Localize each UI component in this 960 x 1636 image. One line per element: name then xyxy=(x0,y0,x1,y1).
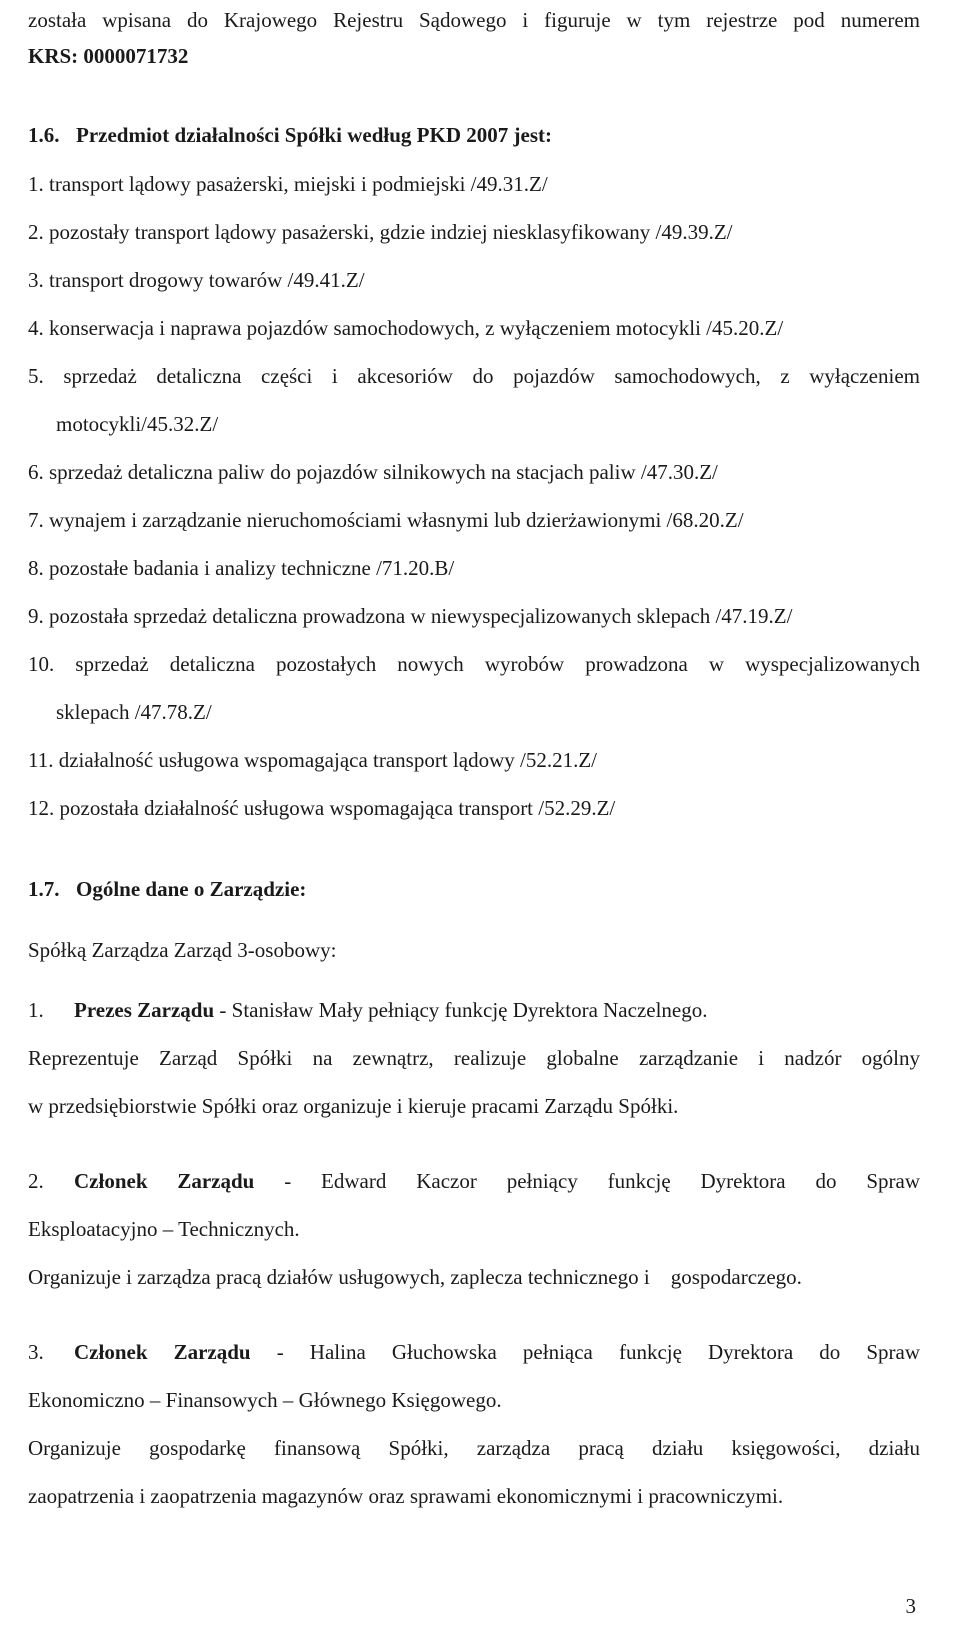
member-number: 3. xyxy=(28,1340,44,1364)
member-duty-line: Organizuje i zarządza pracą działów usługowych, zaplecza technicznego i gospodarczego. xyxy=(28,1265,802,1289)
member-desc: - Edward Kaczor pełniący funkcję Dyrektora do Spraw xyxy=(254,1169,920,1193)
section-number: 1.7. xyxy=(28,877,60,901)
member-duty-line: Reprezentuje Zarząd Spółki na zewnątrz, realizuje globalne zarządzanie i nadzór ogólny xyxy=(28,1046,920,1070)
section-title: Ogólne dane o Zarządzie: xyxy=(76,877,307,901)
pkd-item-continuation: sklepach /47.78.Z/ xyxy=(56,700,212,724)
pkd-item: 2. pozostały transport lądowy pasażerski, gdzie indziej niesklasyfikowany /49.39.Z/ xyxy=(28,220,733,244)
member-number: 1. xyxy=(28,998,44,1022)
member-duty-line: Ekonomiczno – Finansowych – Głównego Księgowego. xyxy=(28,1388,502,1412)
board-member-2 xyxy=(28,1167,920,1195)
member-role: Członek Zarządu xyxy=(74,1340,251,1364)
section-1-7-heading xyxy=(28,875,920,903)
pkd-item: 10. sprzedaż detaliczna pozostałych nowych wyrobów prowadzona w wyspecjalizowanych xyxy=(28,652,920,676)
pkd-item: 4. konserwacja i naprawa pojazdów samochodowych, z wyłączeniem motocykli /45.20.Z/ xyxy=(28,316,784,340)
pkd-item: 12. pozostała działalność usługowa wspomagająca transport /52.29.Z/ xyxy=(28,796,616,820)
pkd-item: 3. transport drogowy towarów /49.41.Z/ xyxy=(28,268,365,292)
pkd-item: 1. transport lądowy pasażerski, miejski i podmiejski /49.31.Z/ xyxy=(28,172,548,196)
pkd-item: 11. działalność usługowa wspomagająca transport lądowy /52.21.Z/ xyxy=(28,748,597,772)
section-number: 1.6. xyxy=(28,123,60,147)
member-role: Prezes Zarządu xyxy=(74,998,215,1022)
pkd-item: 9. pozostała sprzedaż detaliczna prowadzona w niewyspecjalizowanych sklepach /47.19.Z/ xyxy=(28,604,793,628)
pkd-item: 7. wynajem i zarządzanie nieruchomościami własnymi lub dzierżawionymi /68.20.Z/ xyxy=(28,508,744,532)
section-title: Przedmiot działalności Spółki według PKD 2007 jest: xyxy=(76,123,552,147)
member-duty-line: w przedsiębiorstwie Spółki oraz organizuje i kieruje pracami Zarządu Spółki. xyxy=(28,1094,679,1118)
member-duty-line: zaopatrzenia i zaopatrzenia magazynów oraz sprawami ekonomicznymi i pracowniczymi. xyxy=(28,1484,784,1508)
member-duty-line: Eksploatacyjno – Technicznych. xyxy=(28,1217,300,1241)
board-member-1 xyxy=(28,996,920,1024)
page-number: 3 xyxy=(905,1594,916,1618)
board-intro: Spółką Zarządza Zarząd 3-osobowy: xyxy=(28,938,337,962)
board-member-3 xyxy=(28,1338,920,1366)
section-1-6-heading xyxy=(28,121,920,149)
krs-intro-line: została wpisana do Krajowego Rejestru Sądowego i figuruje w tym rejestrze pod numerem xyxy=(28,8,920,32)
pkd-item: 6. sprzedaż detaliczna paliw do pojazdów silnikowych na stacjach paliw /47.30.Z/ xyxy=(28,460,718,484)
member-desc: - Stanisław Mały pełniący funkcję Dyrektora Naczelnego. xyxy=(214,998,708,1022)
member-role: Członek Zarządu xyxy=(74,1169,255,1193)
pkd-item: 8. pozostałe badania i analizy techniczne /71.20.B/ xyxy=(28,556,455,580)
pkd-item: 5. sprzedaż detaliczna części i akcesoriów do pojazdów samochodowych, z wyłączeniem xyxy=(28,364,920,388)
member-desc: - Halina Głuchowska pełniąca funkcję Dyrektora do Spraw xyxy=(250,1340,920,1364)
member-duty-line: Organizuje gospodarkę finansową Spółki, zarządza pracą działu księgowości, działu xyxy=(28,1436,920,1460)
krs-number: KRS: 0000071732 xyxy=(28,44,189,68)
pkd-item-continuation: motocykli/45.32.Z/ xyxy=(56,412,219,436)
member-number: 2. xyxy=(28,1169,44,1193)
